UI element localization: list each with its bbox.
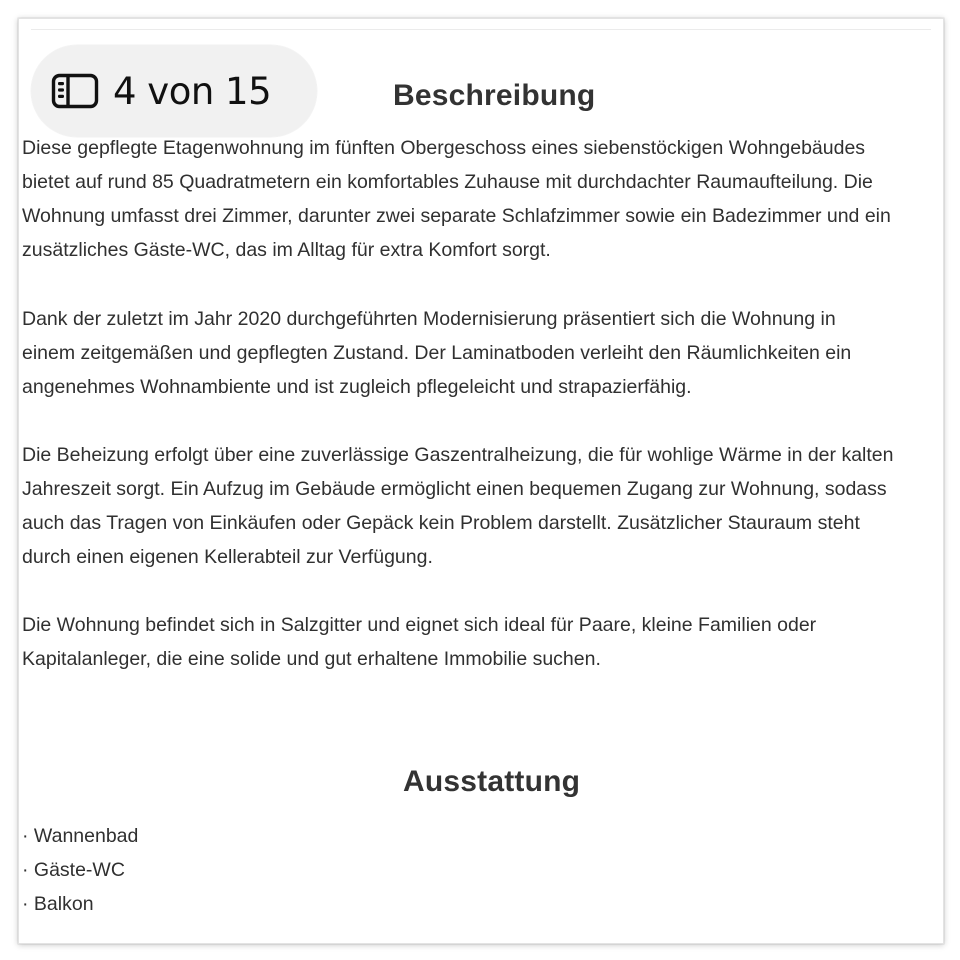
sidebar-thumbnails-icon bbox=[51, 73, 99, 109]
text-line: einem zeitgemäßen und gepflegten Zustand. Der Laminatboden verleiht den Räumlichkeiten ein bbox=[22, 342, 852, 364]
text-line: Jahreszeit sorgt. Ein Aufzug im Gebäude ermöglicht einen bequemen Zugang zur Wohnung, sodass bbox=[22, 478, 887, 500]
page-indicator-button[interactable] bbox=[31, 45, 317, 137]
page-indicator-label: 4 von 15 bbox=[113, 69, 272, 113]
section-title-ausstattung: Ausstattung bbox=[403, 765, 581, 798]
page-content bbox=[19, 19, 943, 943]
text-line: Die Beheizung erfolgt über eine zuverlässige Gaszentralheizung, die für wohlige Wärme in der kalten bbox=[22, 444, 894, 466]
list-item: · Balkon bbox=[22, 893, 94, 915]
text-line: Kapitalanleger, die eine solide und gut erhaltene Immobilie suchen. bbox=[22, 648, 601, 670]
description-paragraph bbox=[22, 608, 944, 676]
text-line: zusätzliches Gäste-WC, das im Alltag für extra Komfort sorgt. bbox=[22, 239, 551, 261]
description-paragraph bbox=[22, 438, 944, 574]
text-line: Die Wohnung befindet sich in Salzgitter und eignet sich ideal für Paare, kleine Familien oder bbox=[22, 614, 817, 636]
list-item: · Gäste-WC bbox=[22, 859, 125, 881]
description-paragraph bbox=[22, 302, 944, 404]
text-line: Wohnung umfasst drei Zimmer, darunter zwei separate Schlafzimmer sowie ein Badezimmer und ein bbox=[22, 205, 891, 227]
text-line: auch das Tragen von Einkäufen oder Gepäck kein Problem darstellt. Zusätzlicher Stauraum steht bbox=[22, 512, 860, 534]
text-line: durch einen eigenen Kellerabteil zur Verfügung. bbox=[22, 546, 433, 568]
text-line: Dank der zuletzt im Jahr 2020 durchgeführten Modernisierung präsentiert sich die Wohnung in bbox=[22, 308, 836, 330]
top-divider bbox=[31, 29, 931, 30]
description-paragraph bbox=[22, 131, 944, 267]
section-title-beschreibung: Beschreibung bbox=[393, 79, 596, 112]
list-item: · Wannenbad bbox=[22, 825, 139, 847]
document-page bbox=[18, 18, 944, 944]
features-list bbox=[22, 819, 138, 921]
scroll-clip-fade bbox=[19, 919, 943, 943]
text-line: Diese gepflegte Etagenwohnung im fünften Obergeschoss eines siebenstöckigen Wohngebäudes bbox=[22, 137, 866, 159]
text-line: bietet auf rund 85 Quadratmetern ein komfortables Zuhause mit durchdachter Raumaufteilung. Die bbox=[22, 171, 873, 193]
text-line: angenehmes Wohnambiente und ist zugleich pflegeleicht und strapazierfähig. bbox=[22, 376, 692, 398]
